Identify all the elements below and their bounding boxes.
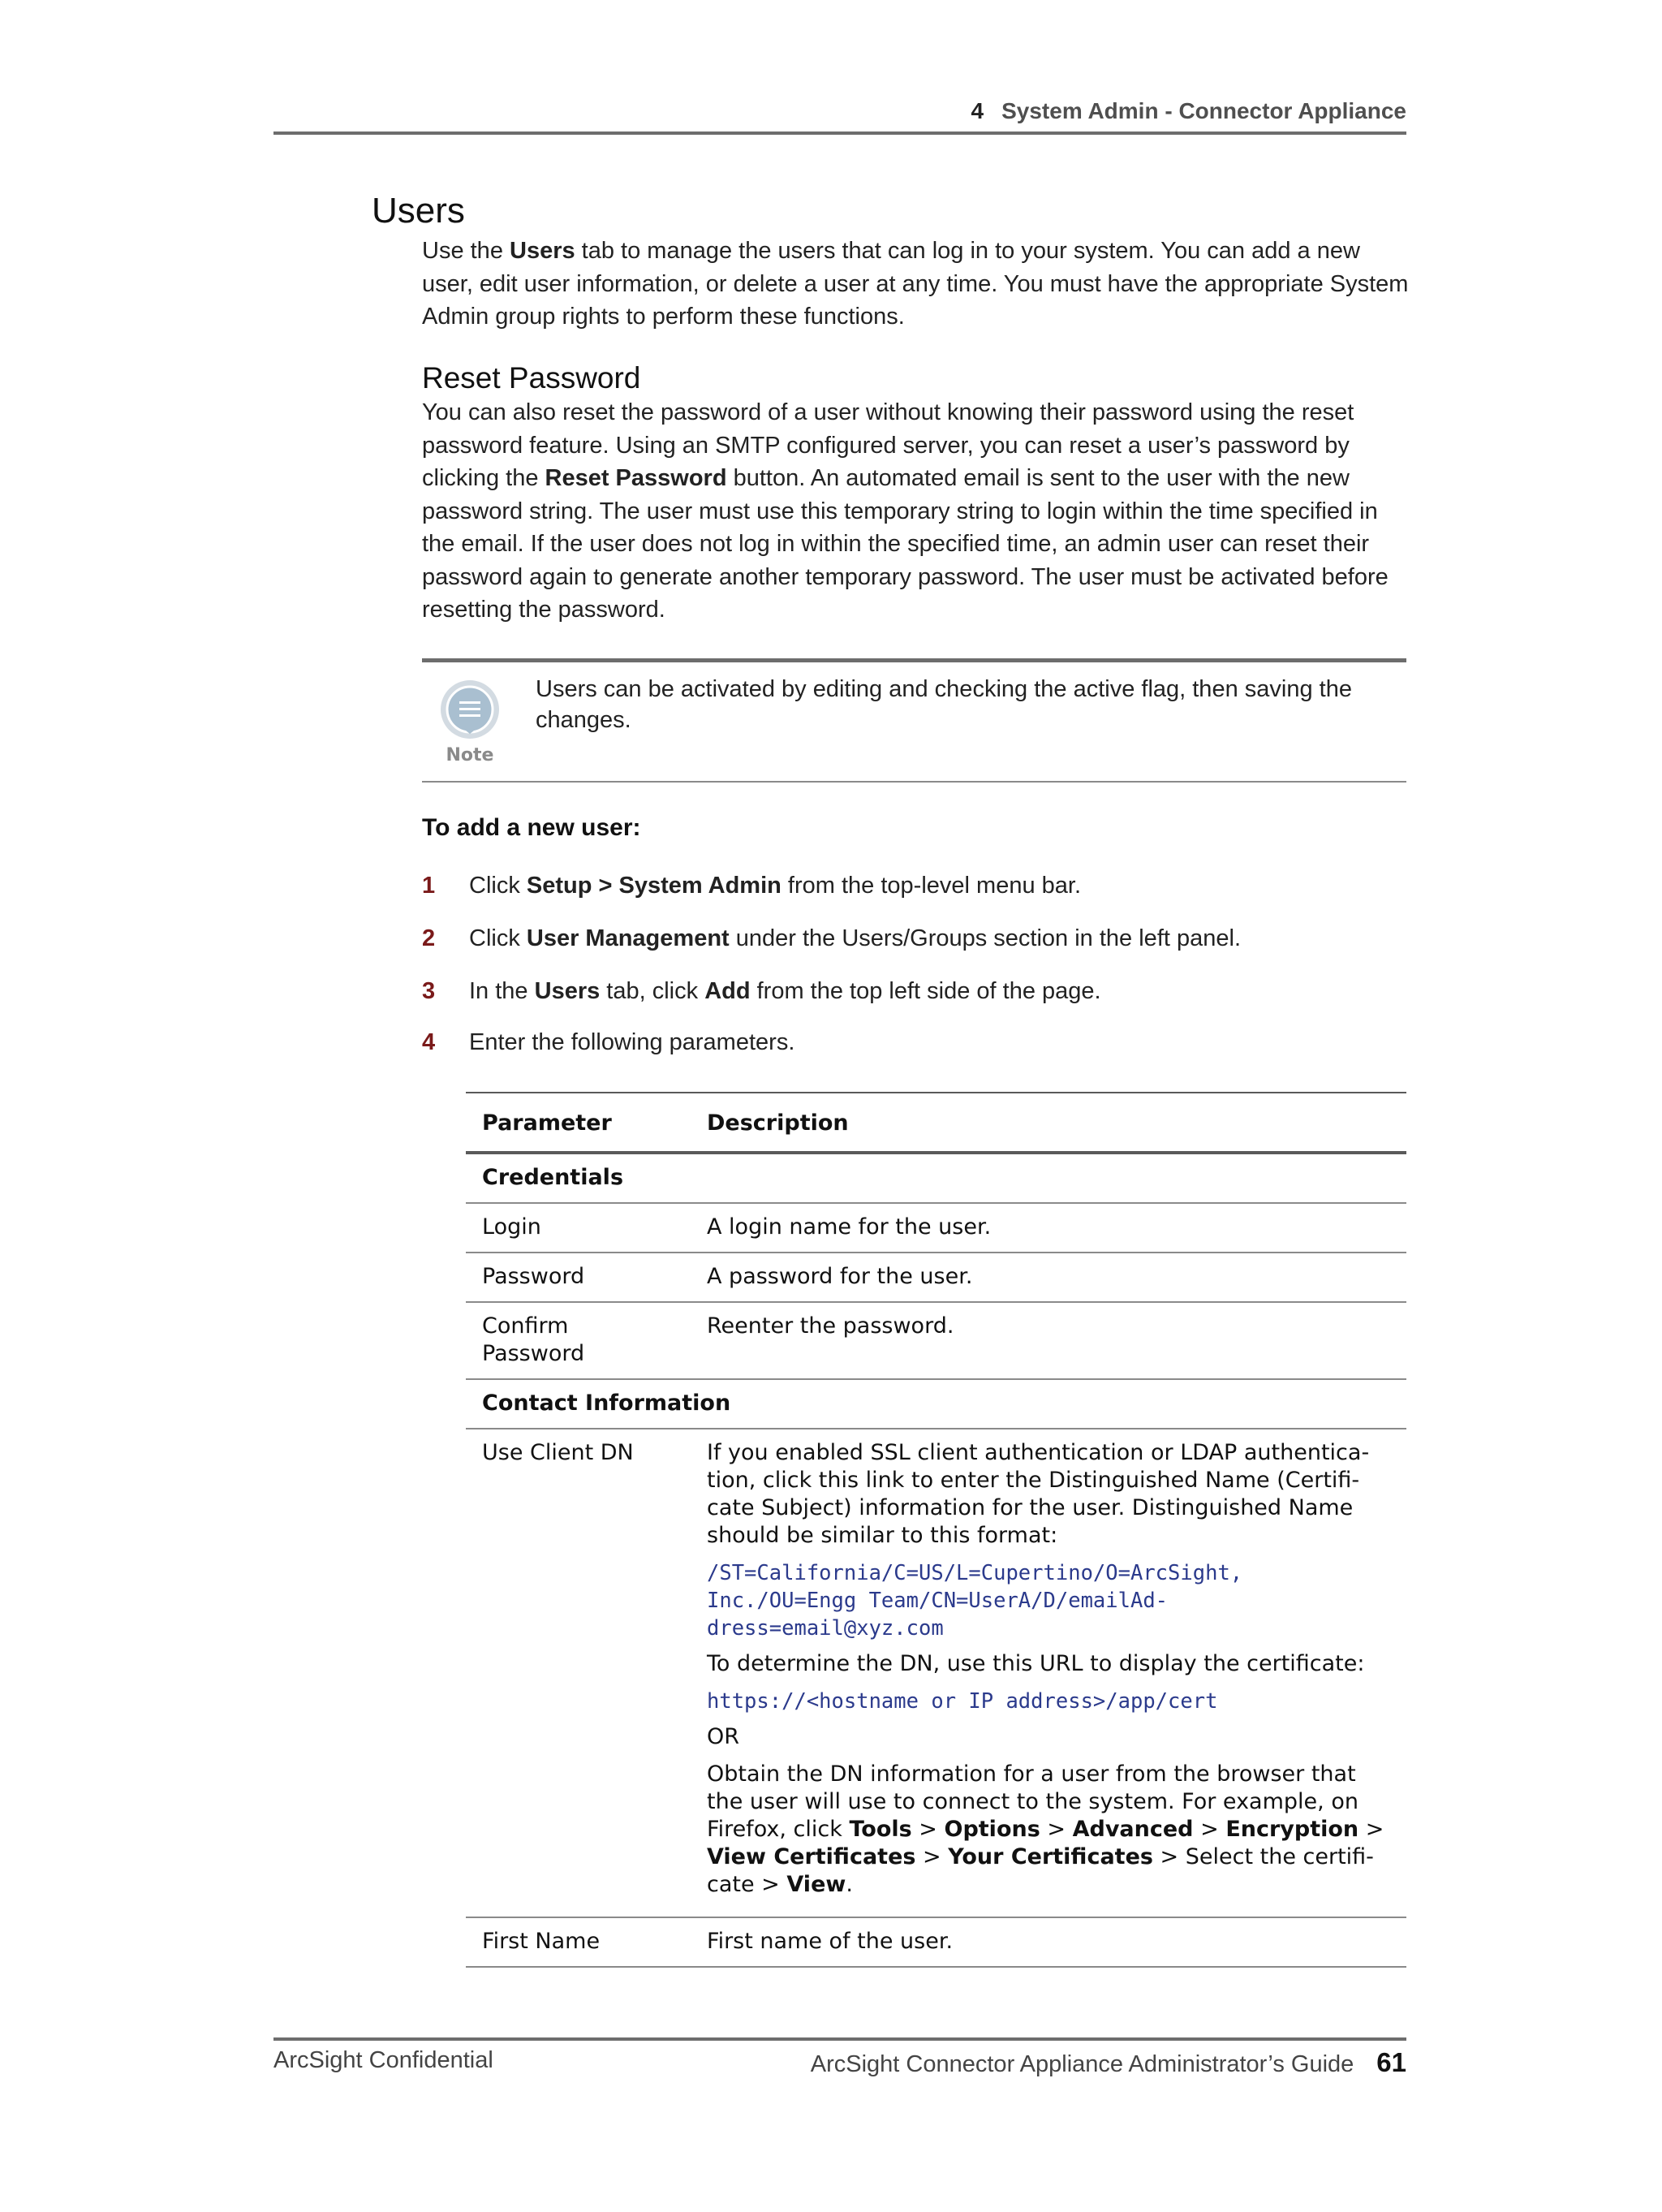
page-footer bbox=[273, 2037, 1406, 2080]
reset-text-2: button. An automated email is sent to the user with the new password string. The user must use this temporary string to login within the time specified in the email. If the user does not log in within the specified time, an admin user can reset their password again to generate another temporary password. The user must be activated before resetting the password. bbox=[422, 465, 1389, 623]
desc-use-client-dn bbox=[707, 1439, 1393, 1899]
param-login: Login bbox=[482, 1214, 541, 1240]
browser-instructions: Obtain the DN information for a user from the browser that the user will use to connect to the system. For example, on Firefox, click Tools > Options > Advanced > Encryption > View Certificates > Your Certificates > Select the certifi-cate > View. bbox=[707, 1761, 1384, 1897]
step-number: 1 bbox=[422, 873, 436, 899]
reset-bold: Reset Password bbox=[545, 465, 727, 491]
step-number: 3 bbox=[422, 978, 436, 1004]
desc-first-name: First name of the user. bbox=[707, 1929, 954, 1954]
step-text: Click User Management under the Users/Groups section in the left panel. bbox=[469, 925, 1241, 951]
step-text: Click Setup > System Admin from the top-level menu bar. bbox=[469, 873, 1082, 899]
chapter-number: 4 bbox=[971, 98, 984, 123]
header-description: Description bbox=[707, 1110, 849, 1136]
section-title: Users bbox=[372, 191, 465, 231]
cert-url: https://<hostname or IP address>/app/cert bbox=[707, 1689, 1218, 1714]
intro-bold: Users bbox=[510, 238, 575, 264]
param-password: Password bbox=[482, 1264, 585, 1289]
reset-password-heading: Reset Password bbox=[422, 361, 641, 395]
table-header-row bbox=[466, 1092, 1406, 1154]
header-parameter: Parameter bbox=[482, 1110, 612, 1136]
dn-url-instruction: To determine the DN, use this URL to display the certificate: bbox=[707, 1651, 1365, 1676]
page-header bbox=[273, 91, 1406, 135]
reset-password-paragraph bbox=[422, 396, 1416, 627]
step-text: In the Users tab, click Add from the top left side of the page. bbox=[469, 978, 1101, 1004]
step-number: 2 bbox=[422, 925, 436, 951]
table-row bbox=[466, 1429, 1406, 1918]
step-text: Enter the following parameters. bbox=[469, 1029, 795, 1055]
chapter-title: System Admin - Connector Appliance bbox=[1001, 98, 1406, 123]
desc-login: A login name for the user. bbox=[707, 1214, 992, 1240]
reset-text-1: You can also reset the password of a user without knowing their password using the reset password feature. Using an SMTP configured server, you can reset a user’s password by clicking the bbox=[422, 399, 1354, 491]
table-row bbox=[466, 1303, 1406, 1380]
table-row bbox=[466, 1918, 1406, 1968]
param-confirm-password: Confirm Password bbox=[482, 1313, 585, 1366]
desc-password: A password for the user. bbox=[707, 1264, 973, 1289]
parameter-table bbox=[466, 1092, 1406, 1968]
dn-description: If you enabled SSL client authentication or LDAP authentica-tion, click this link to enter the Distinguished Name (Certifi-cate Subject) information for the user. Distinguished Name should be similar to this format: bbox=[707, 1440, 1370, 1548]
table-row bbox=[466, 1253, 1406, 1303]
desc-confirm-password: Reenter the password. bbox=[707, 1313, 954, 1339]
or-text: OR bbox=[707, 1724, 740, 1749]
note-text: Users can be activated by editing and checking the active flag, then saving the changes. bbox=[536, 676, 1352, 733]
procedure-title: To add a new user: bbox=[422, 814, 641, 841]
page-number: 61 bbox=[1376, 2047, 1406, 2077]
note-icon-label: Note bbox=[446, 745, 494, 765]
param-use-client-dn: Use Client DN bbox=[482, 1440, 634, 1465]
note-box bbox=[422, 658, 1406, 783]
note-icon bbox=[437, 677, 502, 766]
param-first-name: First Name bbox=[482, 1929, 601, 1954]
step-number: 4 bbox=[422, 1029, 436, 1055]
intro-text-2: tab to manage the users that can log in to your system. You can add a new user, edit user information, or delete a user at any time. You must have the appropriate System Admin group rights to perform these functions. bbox=[422, 238, 1409, 330]
footer-confidential: ArcSight Confidential bbox=[273, 2047, 493, 2073]
section-credentials: Credentials bbox=[482, 1165, 624, 1190]
table-row bbox=[466, 1204, 1406, 1253]
section-contact-information: Contact Information bbox=[482, 1391, 731, 1416]
dn-format-example: /ST=California/C=US/L=Cupertino/O=ArcSight, Inc./OU=Engg Team/CN=UserA/D/emailAd-dress=email@xyz.com bbox=[707, 1561, 1243, 1641]
section-row-credentials bbox=[466, 1154, 1406, 1204]
section-row-contact bbox=[466, 1380, 1406, 1429]
intro-paragraph bbox=[422, 235, 1416, 334]
footer-guide-title bbox=[811, 2047, 1406, 2078]
footer-title: ArcSight Connector Appliance Administrator’s Guide bbox=[810, 2051, 1354, 2077]
intro-text-1: Use the bbox=[422, 238, 510, 264]
